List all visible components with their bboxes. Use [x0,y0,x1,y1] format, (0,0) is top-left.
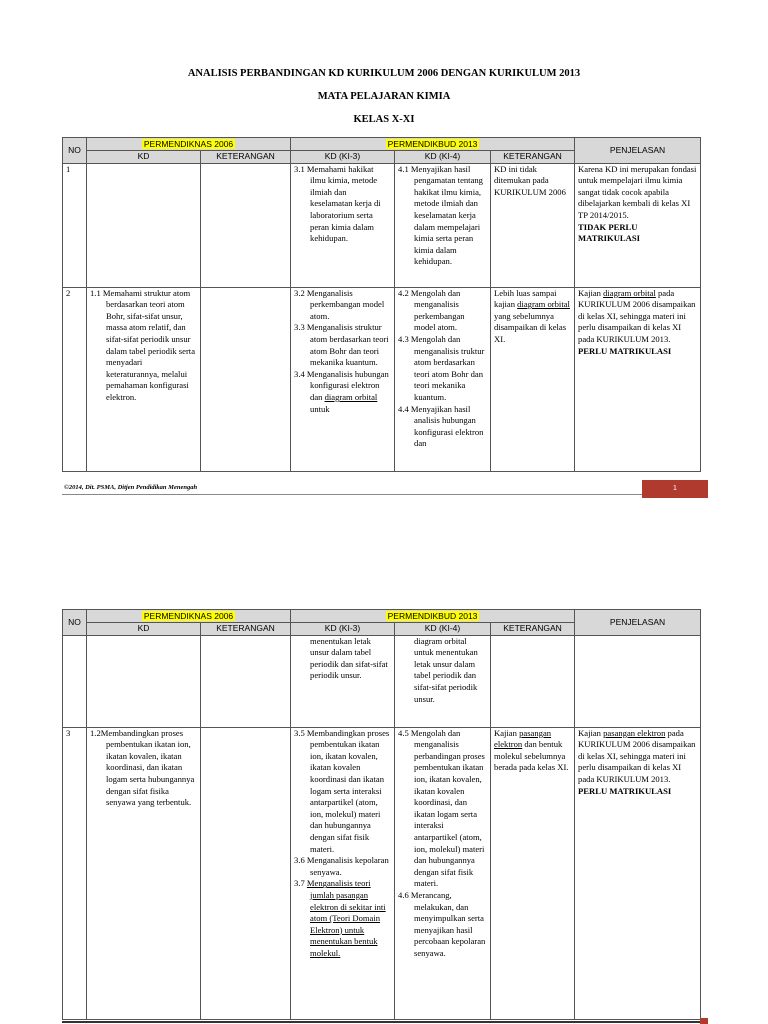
row-number [63,635,87,727]
keterangan-2013-cell [491,635,575,727]
header-kd: KD [87,151,201,164]
ki4-cell: diagram orbital untuk menentukan letak unsur dalam tabel periodik dan sifat-sifat periodik unsur. [395,635,491,727]
comparison-table-page1 [62,137,701,472]
page-number-badge: 1 [642,480,708,498]
header-kd: KD [87,623,201,636]
header-ki4: KD (KI-4) [395,623,491,636]
header-permendikbud: PERMENDIKBUD 2013 [291,138,575,151]
keterangan-2013-cell: KD ini tidak ditemukan pada KURIKULUM 2006 [491,163,575,287]
header-no: NO [63,138,87,164]
page-bottom-divider [62,1021,708,1023]
row-number: 2 [63,287,87,471]
header-permendikbud: PERMENDIKBUD 2013 [291,610,575,623]
ki4-cell: 4.5 Mengolah dan menganalisis perbandingan proses pembentukan ikatan ion, ikatan kovalen, ikatan kovalen koordinasi, dan ikatan logam serta interaksi antarpartikel (atom, ion, molekul) materi dan hubungannya dengan sifat fisik materi. 4.6 Merancang, melakukan, dan menyimpulkan serta menyajikan hasil percobaan kepolaran senyawa. [395,727,491,1019]
penjelasan-cell: Kajian pasangan elektron pada KURIKULUM 2006 disampaikan di kelas XI, sehingga materi ini perlu disampaikan di kelas XI pada KURIKULUM 2013. PERLU MATRIKULASI [575,727,701,1019]
page-bottom-marker [700,1018,708,1024]
header-ki3: KD (KI-3) [291,623,395,636]
ki4-cell: 4.1 Menyajikan hasil pengamatan tentang hakikat ilmu kimia, metode ilmiah dan keselamatan kerja dalam mempelajari kimia serta peran kimia dalam kehidupan. [395,163,491,287]
keterangan-2013-cell: Lebih luas sampai kajian diagram orbital yang sebelumnya disampaikan di kelas XI. [491,287,575,471]
ki3-cell: 3.2 Menganalisis perkembangan model atom. 3.3 Menganalisis struktur atom berdasarkan teori atom Bohr dan teori mekanika kuantum. 3.4 Menganalisis hubungan konfigurasi elektron dan diagram orbital untuk [291,287,395,471]
header-permendiknas: PERMENDIKNAS 2006 [87,138,291,151]
ki3-cell: 3.5 Membandingkan proses pembentukan ikatan ion, ikatan kovalen, ikatan kovalen koordinasi dan ikatan logam serta interaksi antarpartikel (atom, ion, molekul) materi dan hubungannya dengan sifat fisik materi. 3.6 Menganalisis kepolaran senyawa. 3.7 Menganalisis teori jumlah pasangan elektron di sekitar inti atom (Teori Domain Elektron) untuk menentukan bentuk molekul. [291,727,395,1019]
kd-2006-cell: 1.1 Memahami struktur atom berdasarkan teori atom Bohr, sifat-sifat unsur, massa atom relatif, dan sifat-sifat periodik unsur dalam tabel periodik serta menyadari keteraturannya, melalui pemahaman konfigurasi elektron. [87,287,201,471]
table-row [63,727,701,1019]
table-row [63,635,701,727]
header-keterangan-2013: KETERANGAN [491,623,575,636]
kd-2006-cell: 1.2Membandingkan proses pembentukan ikatan ion, ikatan kovalen, ikatan koordinasi, dan ikatan logam serta hubungannya dengan sifat fisika senyawa yang terbentuk. [87,727,201,1019]
comparison-table-page2 [62,609,701,1020]
kd-2006-cell [87,635,201,727]
doc-subtitle: MATA PELAJARAN KIMIA [317,91,451,102]
header-penjelasan: PENJELASAN [575,610,701,636]
row-number: 1 [63,163,87,287]
header-ki4: KD (KI-4) [395,151,491,164]
penjelasan-cell: Kajian diagram orbital pada KURIKULUM 2006 disampaikan di kelas XI, sehingga materi ini perlu disampaikan di kelas XI pada KURIKULUM 2013. PERLU MATRIKULASI [575,287,701,471]
doc-title: ANALISIS PERBANDINGAN KD KURIKULUM 2006 DENGAN KURIKULUM 2013 [187,68,581,79]
ki3-cell: 3.1 Memahami hakikat ilmu kimia, metode ilmiah dan keselamatan kerja di laboratorium serta peran kimia dalam kehidupan. [291,163,395,287]
header-keterangan-2013: KETERANGAN [491,151,575,164]
header-permendiknas: PERMENDIKNAS 2006 [87,610,291,623]
keterangan-2013-cell: Kajian pasangan elektron dan bentuk molekul sebelumnya berada pada kelas XI. [491,727,575,1019]
keterangan-2006-cell [201,287,291,471]
ki4-cell: 4.2 Mengolah dan menganalisis perkembangan model atom. 4.3 Mengolah dan menganalisis truktur atom berdasarkan teori atom Bohr dan teori mekanika kuantum. 4.4 Menyajikan hasil analisis hubungan konfigurasi elektron dan [395,287,491,471]
header-no: NO [63,610,87,636]
penjelasan-cell [575,635,701,727]
footer-divider [62,494,642,495]
keterangan-2006-cell [201,635,291,727]
keterangan-2006-cell [201,163,291,287]
penjelasan-cell: Karena KD ini merupakan fondasi untuk mempelajari ilmu kimia sangat tidak cocok apabila dibelajarkan kembali di kelas XI TP 2014/2015. TIDAK PERLU MATRIKULASI [575,163,701,287]
footer-copyright: ©2014, Dit. PSMA, Ditjen Pendidikan Menengah [64,484,198,491]
keterangan-2006-cell [201,727,291,1019]
table-row [63,287,701,471]
doc-class: KELAS X-XI [353,114,415,125]
header-penjelasan: PENJELASAN [575,138,701,164]
row-number: 3 [63,727,87,1019]
table-row [63,163,701,287]
header-keterangan: KETERANGAN [201,151,291,164]
header-ki3: KD (KI-3) [291,151,395,164]
ki3-cell: menentukan letak unsur dalam tabel periodik dan sifat-sifat periodik unsur. [291,635,395,727]
kd-2006-cell [87,163,201,287]
header-keterangan: KETERANGAN [201,623,291,636]
